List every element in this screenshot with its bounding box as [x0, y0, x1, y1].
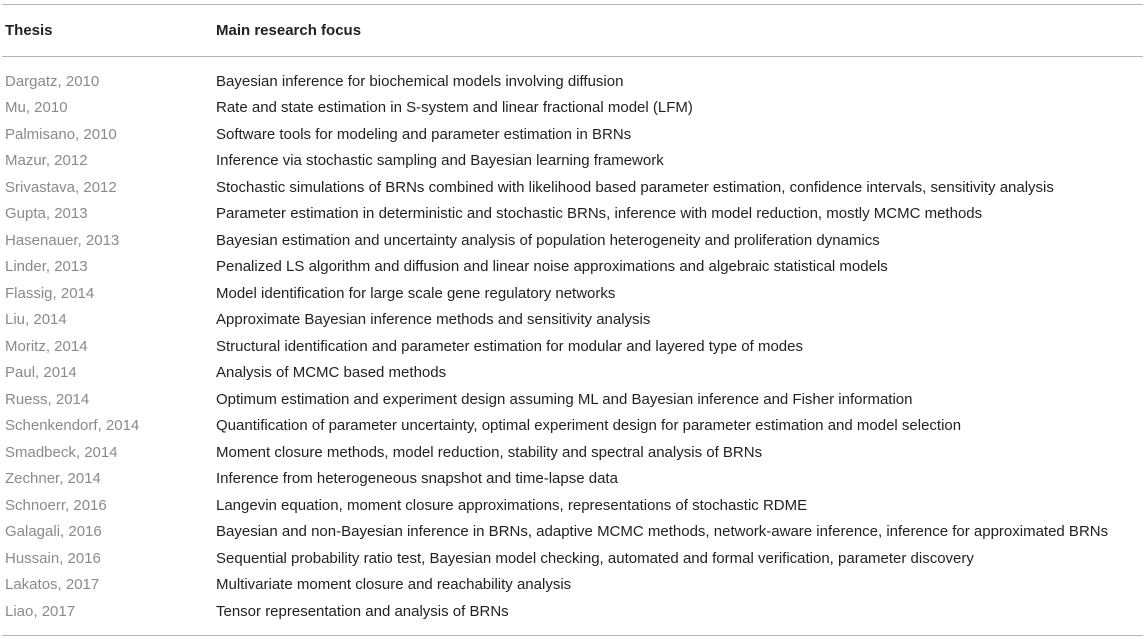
table-row	[2, 413, 1143, 440]
focus-cell: Bayesian inference for biochemical models involving diffusion	[216, 72, 624, 90]
focus-cell: Moment closure methods, model reduction, stability and spectral analysis of BRNs	[216, 443, 763, 461]
thesis-cell: Ruess, 2014	[5, 390, 90, 408]
table-header	[2, 5, 1143, 56]
table-row	[2, 174, 1143, 201]
focus-cell: Sequential probability ratio test, Bayesian model checking, automated and formal verification, parameter discovery	[216, 549, 974, 567]
table-row	[2, 519, 1143, 546]
focus-cell: Rate and state estimation in S-system and linear fractional model (LFM)	[216, 99, 693, 117]
table-row	[2, 95, 1143, 122]
table-row	[2, 227, 1143, 254]
table-row	[2, 333, 1143, 360]
table-row	[2, 201, 1143, 228]
table-row	[2, 545, 1143, 572]
focus-cell: Bayesian estimation and uncertainty analysis of population heterogeneity and proliferation dynamics	[216, 231, 880, 249]
thesis-cell: Palmisano, 2010	[5, 125, 117, 143]
table-row	[2, 492, 1143, 519]
thesis-cell: Moritz, 2014	[5, 337, 88, 355]
focus-cell: Stochastic simulations of BRNs combined with likelihood based parameter estimation, confidence intervals, sensitivity analysis	[216, 178, 1054, 196]
table-row	[2, 148, 1143, 175]
thesis-cell: Schnoerr, 2016	[5, 496, 107, 514]
thesis-cell: Gupta, 2013	[5, 205, 88, 223]
table-row	[2, 466, 1143, 493]
thesis-cell: Liao, 2017	[5, 602, 76, 620]
focus-cell: Langevin equation, moment closure approximations, representations of stochastic RDME	[216, 496, 808, 514]
thesis-cell: Zechner, 2014	[5, 470, 101, 488]
table-row	[2, 572, 1143, 599]
focus-cell: Optimum estimation and experiment design assuming ML and Bayesian inference and Fisher information	[216, 390, 913, 408]
focus-cell: Model identification for large scale gene regulatory networks	[216, 284, 616, 302]
focus-cell: Software tools for modeling and parameter estimation in BRNs	[216, 125, 632, 143]
focus-cell: Inference from heterogeneous snapshot and time-lapse data	[216, 470, 618, 488]
thesis-cell: Linder, 2013	[5, 258, 88, 276]
thesis-cell: Flassig, 2014	[5, 284, 95, 302]
table-row	[2, 386, 1143, 413]
focus-cell: Penalized LS algorithm and diffusion and linear noise approximations and algebraic statistical models	[216, 258, 888, 276]
thesis-table	[2, 4, 1143, 636]
focus-cell: Quantification of parameter uncertainty, optimal experiment design for parameter estimation and model selection	[216, 417, 962, 435]
thesis-cell: Srivastava, 2012	[5, 178, 117, 196]
focus-cell: Analysis of MCMC based methods	[216, 364, 447, 382]
table-row	[2, 360, 1143, 387]
focus-cell: Inference via stochastic sampling and Bayesian learning framework	[216, 152, 664, 170]
thesis-cell: Liu, 2014	[5, 311, 67, 329]
thesis-cell: Mazur, 2012	[5, 152, 88, 170]
thesis-cell: Paul, 2014	[5, 364, 77, 382]
focus-cell: Approximate Bayesian inference methods and sensitivity analysis	[216, 311, 651, 329]
thesis-cell: Galagali, 2016	[5, 523, 102, 541]
thesis-cell: Mu, 2010	[5, 99, 68, 117]
table-row	[2, 598, 1143, 625]
table-row	[2, 254, 1143, 281]
table-row	[2, 68, 1143, 95]
focus-cell: Structural identification and parameter estimation for modular and layered type of modes	[216, 337, 803, 355]
focus-cell: Multivariate moment closure and reachability analysis	[216, 576, 572, 594]
table-row	[2, 280, 1143, 307]
thesis-cell: Smadbeck, 2014	[5, 443, 118, 461]
header-focus: Main research focus	[216, 22, 362, 39]
thesis-cell: Hasenauer, 2013	[5, 231, 120, 249]
thesis-cell: Schenkendorf, 2014	[5, 417, 140, 435]
table-row	[2, 121, 1143, 148]
thesis-cell: Hussain, 2016	[5, 549, 101, 567]
table-body	[2, 57, 1143, 635]
focus-cell: Parameter estimation in deterministic and stochastic BRNs, inference with model reduction, mostly MCMC methods	[216, 205, 983, 223]
focus-cell: Bayesian and non-Bayesian inference in BRNs, adaptive MCMC methods, network-aware inference, inference for approximated BRNs	[216, 523, 1109, 541]
focus-cell: Tensor representation and analysis of BRNs	[216, 602, 509, 620]
table-row	[2, 307, 1143, 334]
header-thesis: Thesis	[5, 22, 53, 39]
table-row	[2, 439, 1143, 466]
thesis-cell: Dargatz, 2010	[5, 72, 100, 90]
thesis-cell: Lakatos, 2017	[5, 576, 100, 594]
